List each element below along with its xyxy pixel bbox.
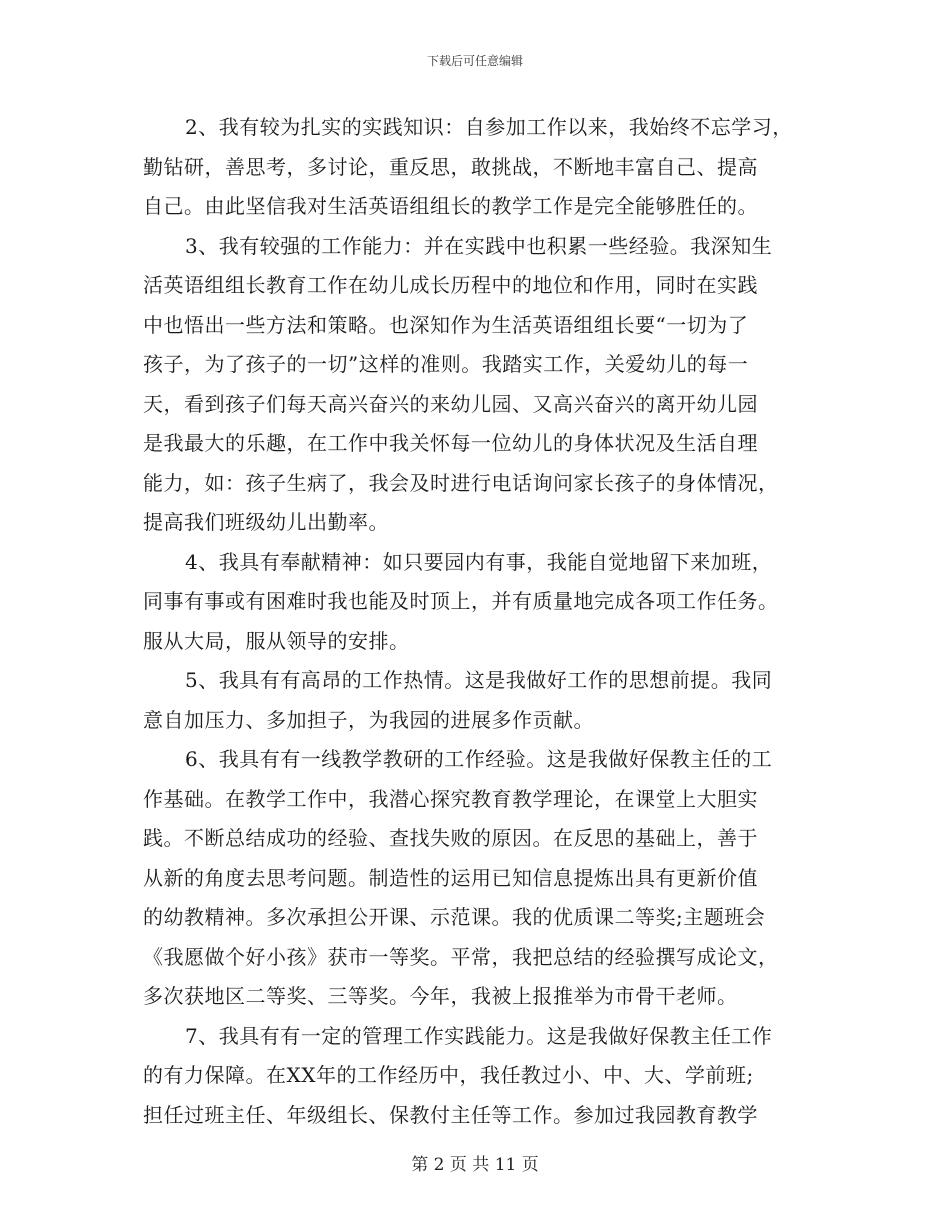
paragraph-line: 践。不断总结成功的经验、查找失败的原因。在反思的基础上，善于 (143, 826, 758, 850)
paragraph-line: 意自加压力、多加担子，为我园的进展多作贡献。 (143, 707, 594, 732)
paragraph-first-line: 7、我具有有一定的管理工作实践能力。这是我做好保教主任工作 (185, 1023, 773, 1048)
paragraph-line: 担任过班主任、年级组长、保教付主任等工作。参加过我园教育教学 (143, 1102, 758, 1127)
paragraph-line: 能力，如：孩子生病了，我会及时进行电话询问家长孩子的身体情况， (143, 470, 779, 495)
paragraph-line: 服从大局，服从领导的安排。 (143, 628, 410, 653)
paragraph-line: 提高我们班级幼儿出勤率。 (143, 510, 389, 534)
paragraph-line: 的幼教精神。多次承担公开课、示范课。我的优质课二等奖;主题班会 (143, 905, 766, 929)
paragraph-first-line: 6、我具有有一线教学教研的工作经验。这是我做好保教主任的工 (185, 747, 773, 771)
paragraph-first-line: 4、我具有奉献精神：如只要园内有事，我能自觉地留下来加班， (185, 549, 773, 574)
paragraph-line: 多次获地区二等奖、三等奖。今年，我被上报推举为市骨干老师。 (143, 984, 738, 1008)
page-header: 下载后可任意编辑 (426, 54, 523, 68)
paragraph-line: 自己。由此坚信我对生活英语组组长的教学工作是完全能够胜任的。 (143, 194, 758, 218)
paragraph-line: 是我最大的乐趣，在工作中我关怀每一位幼儿的身体状况及生活自理 (143, 431, 758, 455)
page-number: 第 2 页 共 11 页 (411, 1155, 539, 1175)
paragraph-line: 《我愿做个好小孩》获市一等奖。平常，我把总结的经验撰写成论文， (143, 944, 779, 969)
paragraph-line: 活英语组组长教育工作在幼儿成长历程中的地位和作用，同时在实践 (143, 273, 758, 297)
paragraph-first-line: 5、我具有有高昂的工作热情。这是我做好工作的思想前提。我同 (185, 668, 773, 692)
paragraph-line: 中也悟出一些方法和策略。也深知作为生活英语组组长要“一切为了 (143, 312, 749, 337)
paragraph-first-line: 3、我有较强的工作能力：并在实践中也积累一些经验。我深知生 (185, 233, 773, 258)
paragraph-line: 勤钻研，善思考，多讨论，重反思，敢挑战，不断地丰富自己、提高 (143, 154, 758, 179)
paragraph-line: 同事有事或有困难时我也能及时顶上，并有质量地完成各项工作任务。 (143, 589, 779, 613)
paragraph-first-line: 2、我有较为扎实的实践知识：自参加工作以来，我始终不忘学习， (185, 115, 793, 139)
paragraph-line: 孩子，为了孩子的一切”这样的准则。我踏实工作，关爱幼儿的每一 (143, 352, 749, 376)
document-body (143, 108, 833, 1135)
paragraph-line: 作基础。在教学工作中，我潜心探究教育教学理论，在课堂上大胆实 (143, 786, 758, 811)
paragraph-line: 的有力保障。在XX年的工作经历中，我任教过小、中、大、学前班; (143, 1063, 754, 1087)
paragraph-line: 天，看到孩子们每天高兴奋兴的来幼儿园、又高兴奋兴的离开幼儿园 (143, 391, 758, 416)
paragraph-line: 从新的角度去思考问题。制造性的运用已知信息提炼出具有更新价值 (143, 865, 758, 890)
